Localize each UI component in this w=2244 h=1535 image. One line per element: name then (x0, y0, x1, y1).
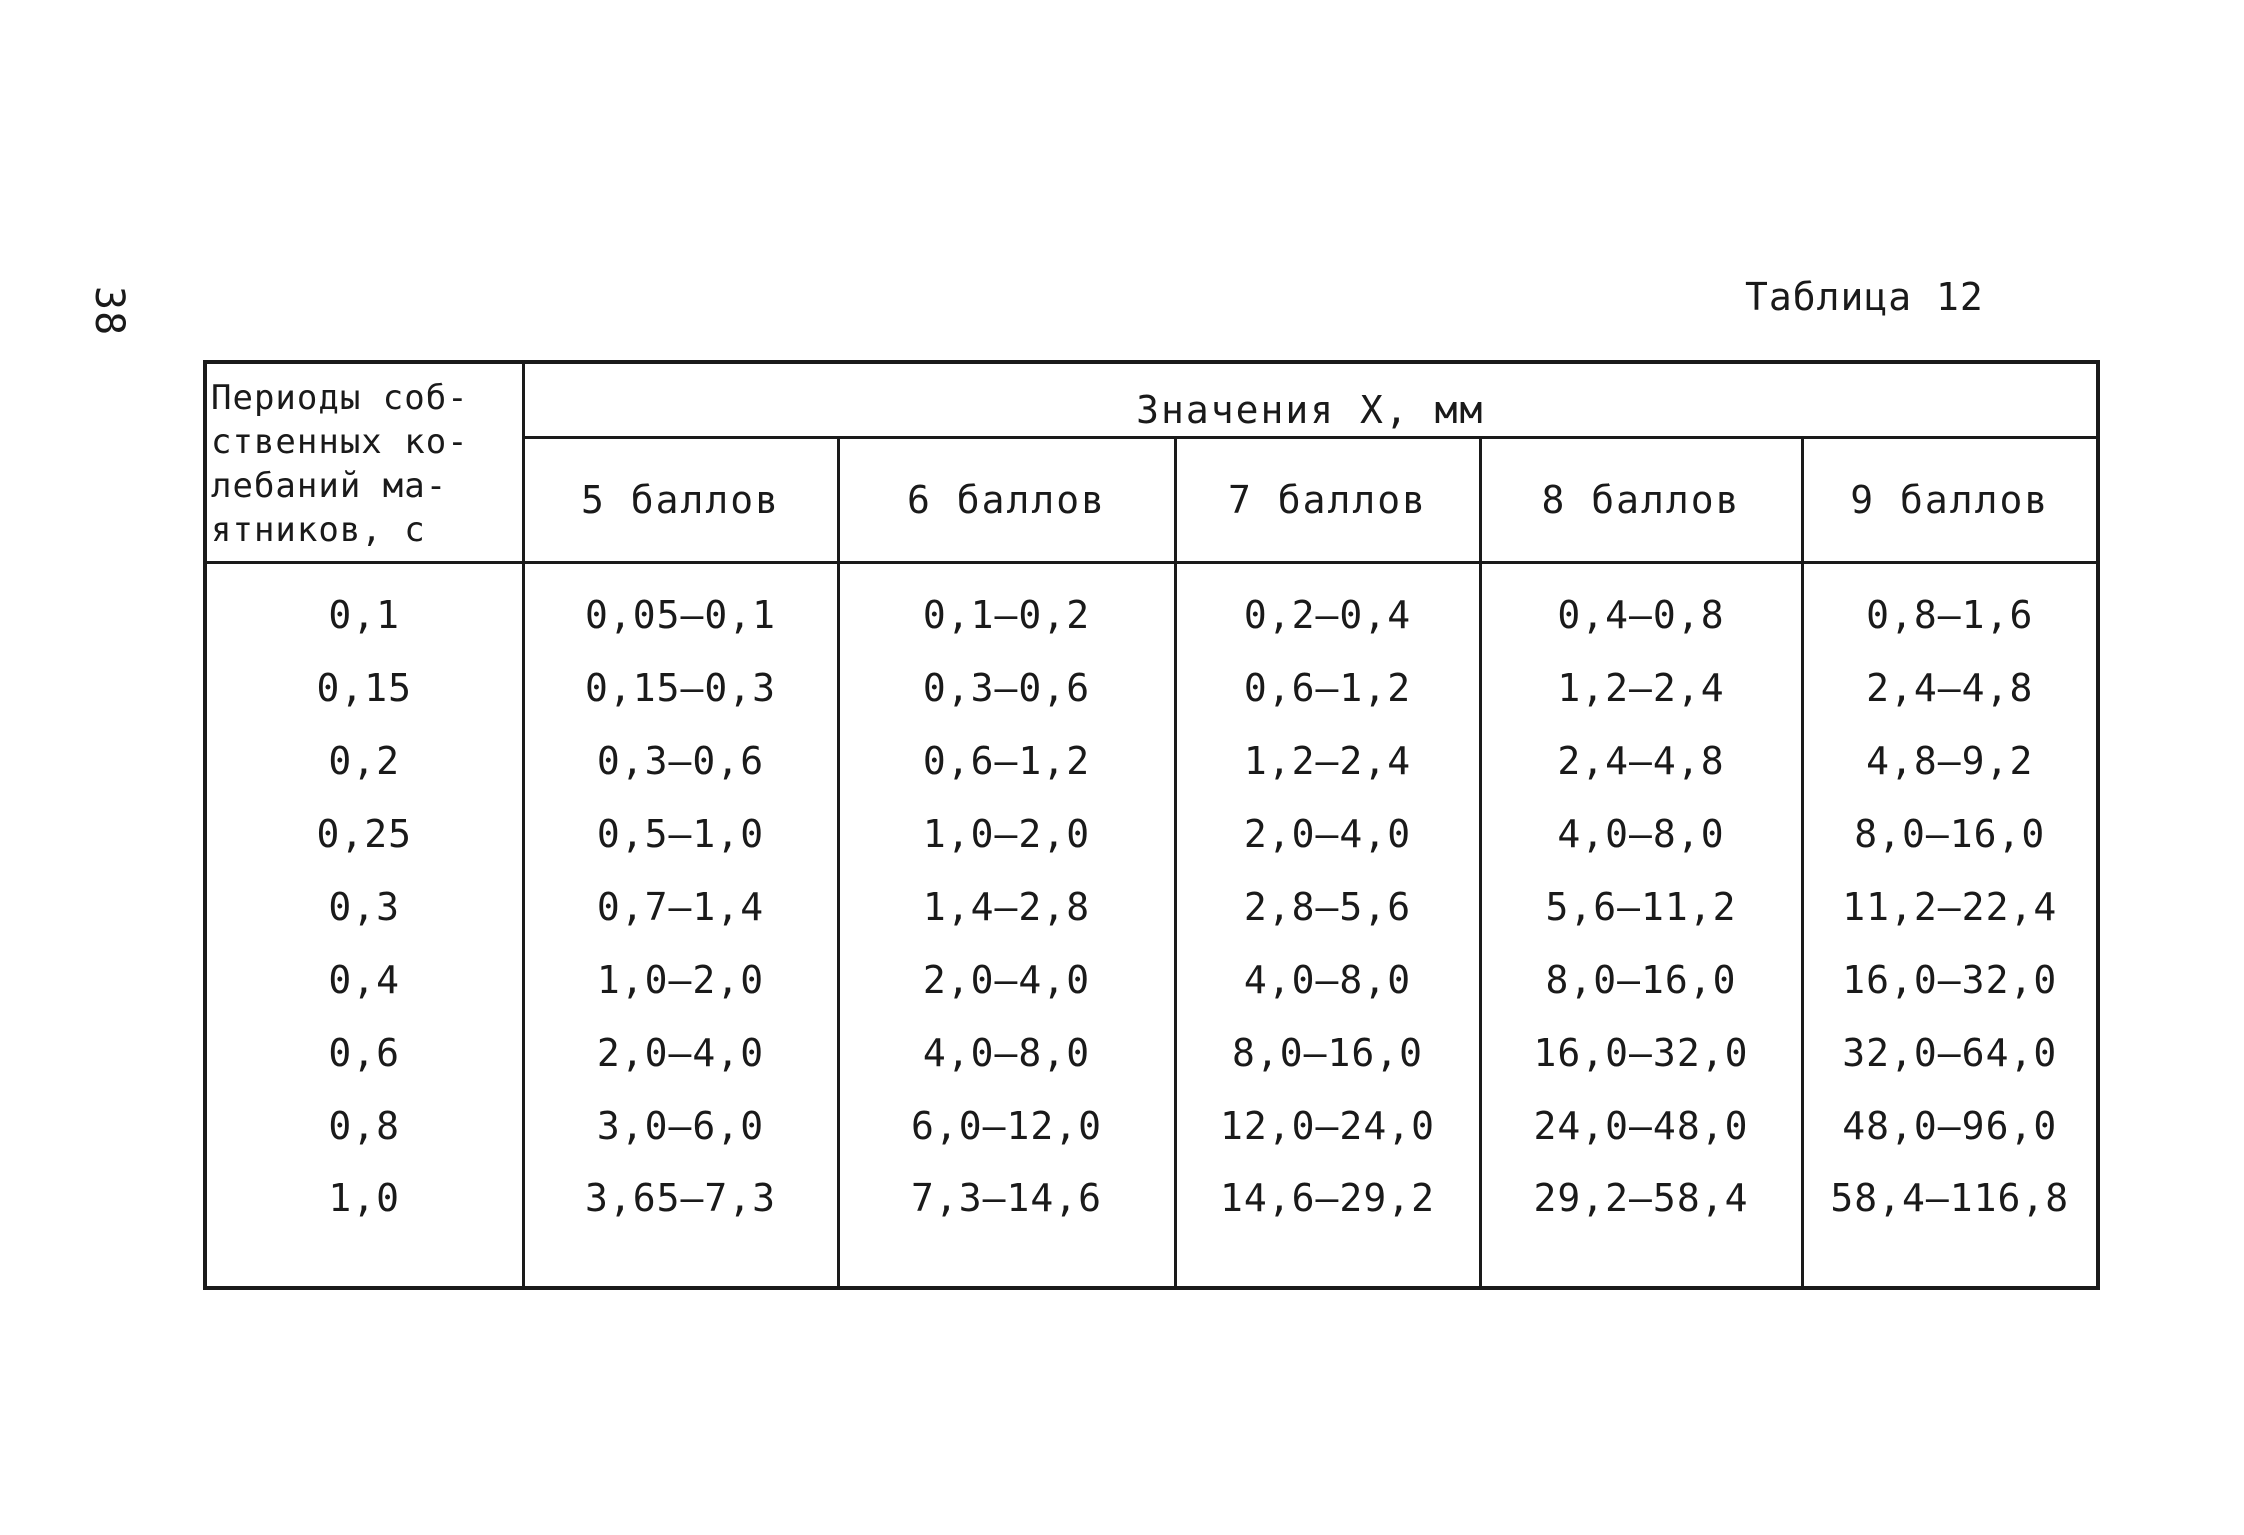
value-cell: 14,6–29,2 (1175, 1162, 1480, 1288)
value-cell: 48,0–96,0 (1802, 1089, 2098, 1162)
value-cell: 16,0–32,0 (1802, 943, 2098, 1016)
value-cell: 6,0–12,0 (838, 1089, 1175, 1162)
column-header: 8 баллов (1480, 438, 1802, 563)
period-cell: 0,15 (205, 651, 523, 724)
value-cell: 0,8–1,6 (1802, 563, 2098, 652)
value-cell: 29,2–58,4 (1480, 1162, 1802, 1288)
table-row (205, 943, 2098, 1016)
value-cell: 0,7–1,4 (523, 870, 838, 943)
value-cell: 3,0–6,0 (523, 1089, 838, 1162)
value-cell: 58,4–116,8 (1802, 1162, 2098, 1288)
value-cell: 0,3–0,6 (838, 651, 1175, 724)
value-cell: 0,4–0,8 (1480, 563, 1802, 652)
value-cell: 1,2–2,4 (1175, 724, 1480, 797)
value-cell: 0,5–1,0 (523, 797, 838, 870)
period-cell: 0,2 (205, 724, 523, 797)
table-row (205, 1089, 2098, 1162)
value-cell: 8,0–16,0 (1480, 943, 1802, 1016)
table-row (205, 651, 2098, 724)
value-cell: 12,0–24,0 (1175, 1089, 1480, 1162)
value-cell: 1,2–2,4 (1480, 651, 1802, 724)
value-cell: 1,0–2,0 (523, 943, 838, 1016)
table-row (205, 870, 2098, 943)
table-row (205, 797, 2098, 870)
value-cell: 2,4–4,8 (1480, 724, 1802, 797)
header-row-group (205, 362, 2098, 438)
column-header: 7 баллов (1175, 438, 1480, 563)
column-header: 6 баллов (838, 438, 1175, 563)
group-header: Значения X, мм (523, 362, 2098, 438)
table-row (205, 724, 2098, 797)
value-cell: 11,2–22,4 (1802, 870, 2098, 943)
table-row (205, 1016, 2098, 1089)
value-cell: 5,6–11,2 (1480, 870, 1802, 943)
value-cell: 0,2–0,4 (1175, 563, 1480, 652)
value-cell: 1,0–2,0 (838, 797, 1175, 870)
value-cell: 2,0–4,0 (838, 943, 1175, 1016)
value-cell: 2,0–4,0 (523, 1016, 838, 1089)
period-cell: 0,6 (205, 1016, 523, 1089)
value-cell: 4,0–8,0 (1175, 943, 1480, 1016)
period-cell: 0,1 (205, 563, 523, 652)
value-cell: 8,0–16,0 (1175, 1016, 1480, 1089)
stub-header: Периоды соб- ственных ко- лебаний ма- ятников, с (205, 362, 523, 563)
value-cell: 8,0–16,0 (1802, 797, 2098, 870)
value-cell: 2,8–5,6 (1175, 870, 1480, 943)
period-cell: 1,0 (205, 1162, 523, 1288)
value-cell: 4,8–9,2 (1802, 724, 2098, 797)
column-header: 5 баллов (523, 438, 838, 563)
column-header: 9 баллов (1802, 438, 2098, 563)
value-cell: 2,0–4,0 (1175, 797, 1480, 870)
value-cell: 2,4–4,8 (1802, 651, 2098, 724)
value-cell: 32,0–64,0 (1802, 1016, 2098, 1089)
table-row (205, 1162, 2098, 1288)
value-cell: 24,0–48,0 (1480, 1089, 1802, 1162)
period-cell: 0,4 (205, 943, 523, 1016)
value-cell: 1,4–2,8 (838, 870, 1175, 943)
period-cell: 0,25 (205, 797, 523, 870)
value-cell: 3,65–7,3 (523, 1162, 838, 1288)
value-cell: 0,6–1,2 (838, 724, 1175, 797)
value-cell: 0,3–0,6 (523, 724, 838, 797)
table-caption: Таблица 12 (1745, 275, 1984, 319)
value-cell: 0,05–0,1 (523, 563, 838, 652)
value-cell: 7,3–14,6 (838, 1162, 1175, 1288)
period-cell: 0,3 (205, 870, 523, 943)
table-row (205, 563, 2098, 652)
value-cell: 16,0–32,0 (1480, 1016, 1802, 1089)
value-cell: 0,1–0,2 (838, 563, 1175, 652)
value-cell: 4,0–8,0 (1480, 797, 1802, 870)
page-number: 38 (86, 286, 132, 337)
period-cell: 0,8 (205, 1089, 523, 1162)
values-table (203, 360, 2100, 1290)
value-cell: 0,15–0,3 (523, 651, 838, 724)
value-cell: 4,0–8,0 (838, 1016, 1175, 1089)
value-cell: 0,6–1,2 (1175, 651, 1480, 724)
